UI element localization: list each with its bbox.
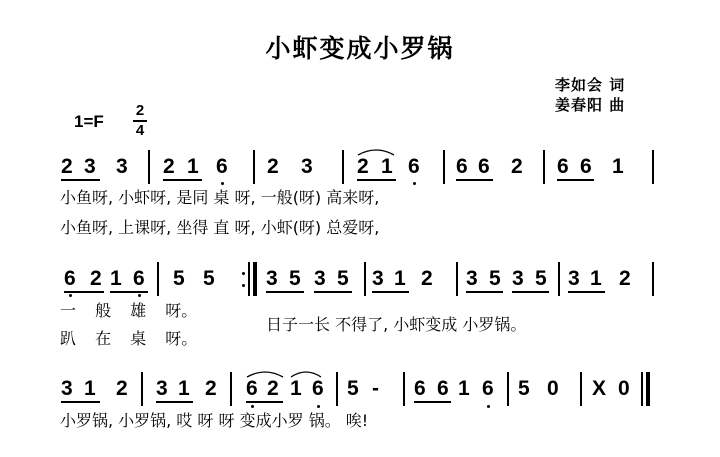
note: 3: [266, 267, 278, 290]
slur: [291, 372, 321, 377]
note: 6: [580, 155, 592, 178]
note: 6: [414, 377, 426, 400]
note: 1: [187, 155, 199, 178]
note: 3: [116, 155, 128, 178]
note: 6: [216, 155, 228, 178]
lyrics-line-2-verse-1: 一 般 雄 呀。: [60, 301, 198, 320]
note: 2: [267, 377, 279, 400]
note: 2: [619, 267, 631, 290]
note: 1: [381, 155, 393, 178]
note: 5: [289, 267, 301, 290]
note: 5: [489, 267, 501, 290]
note: 6: [478, 155, 490, 178]
song-title: 小虾变成小罗锅: [265, 34, 455, 63]
note: 1: [612, 155, 624, 178]
note: 3: [372, 267, 384, 290]
note: 6: [456, 155, 468, 178]
note: 2: [205, 377, 217, 400]
note: 2: [61, 155, 73, 178]
time-signature-top: 2: [135, 102, 145, 119]
note: 6: [246, 377, 258, 400]
lyrics-line-2-refrain: 日子一长 不得了, 小虾变成 小罗锅。: [266, 315, 527, 334]
key-signature: 1=F: [74, 112, 104, 131]
note: 3: [512, 267, 524, 290]
composer-credit: 姜春阳 曲: [555, 96, 626, 114]
time-signature-bottom: 4: [135, 122, 145, 139]
note: 3: [314, 267, 326, 290]
note: 3: [568, 267, 580, 290]
lyrics-line-3: 小罗锅, 小罗锅, 哎 呀 呀 变成小罗 锅。 唉!: [60, 411, 369, 430]
note: 5: [347, 377, 359, 400]
note: 3: [84, 155, 96, 178]
note: 1: [290, 377, 302, 400]
note: -: [372, 377, 379, 400]
note: 0: [547, 377, 559, 400]
note: 5: [337, 267, 349, 290]
note: 2: [116, 377, 128, 400]
note: 5: [535, 267, 547, 290]
note: 1: [84, 377, 96, 400]
note: 6: [482, 377, 494, 400]
note: 2: [90, 267, 102, 290]
note: 2: [421, 267, 433, 290]
note: X: [592, 377, 607, 400]
note: 2: [357, 155, 369, 178]
note: 2: [511, 155, 523, 178]
note: 5: [518, 377, 530, 400]
slur: [247, 372, 283, 377]
note: 6: [312, 377, 324, 400]
note: 2: [163, 155, 175, 178]
note: 6: [64, 267, 76, 290]
note: 1: [110, 267, 122, 290]
note: 6: [437, 377, 449, 400]
lyrics-line-1-verse-1: 小鱼呀, 小虾呀, 是同 桌 呀, 一般(呀) 高来呀,: [60, 188, 380, 207]
note: 1: [458, 377, 470, 400]
note: 6: [133, 267, 145, 290]
note: 1: [590, 267, 602, 290]
note: 0: [618, 377, 630, 400]
note: 6: [408, 155, 420, 178]
note: 6: [557, 155, 569, 178]
lyricist-credit: 李如会 词: [555, 76, 626, 94]
note: 5: [173, 267, 185, 290]
note: 2: [267, 155, 279, 178]
slur: [358, 150, 394, 155]
note: 5: [203, 267, 215, 290]
note: 1: [394, 267, 406, 290]
lyrics-line-2-verse-2: 趴 在 桌 呀。: [60, 329, 198, 348]
note: 3: [466, 267, 478, 290]
lyrics-line-1-verse-2: 小鱼呀, 上课呀, 坐得 直 呀, 小虾(呀) 总爱呀,: [60, 218, 380, 237]
note: 1: [178, 377, 190, 400]
note: 3: [301, 155, 313, 178]
note: 3: [156, 377, 168, 400]
note: 3: [61, 377, 73, 400]
